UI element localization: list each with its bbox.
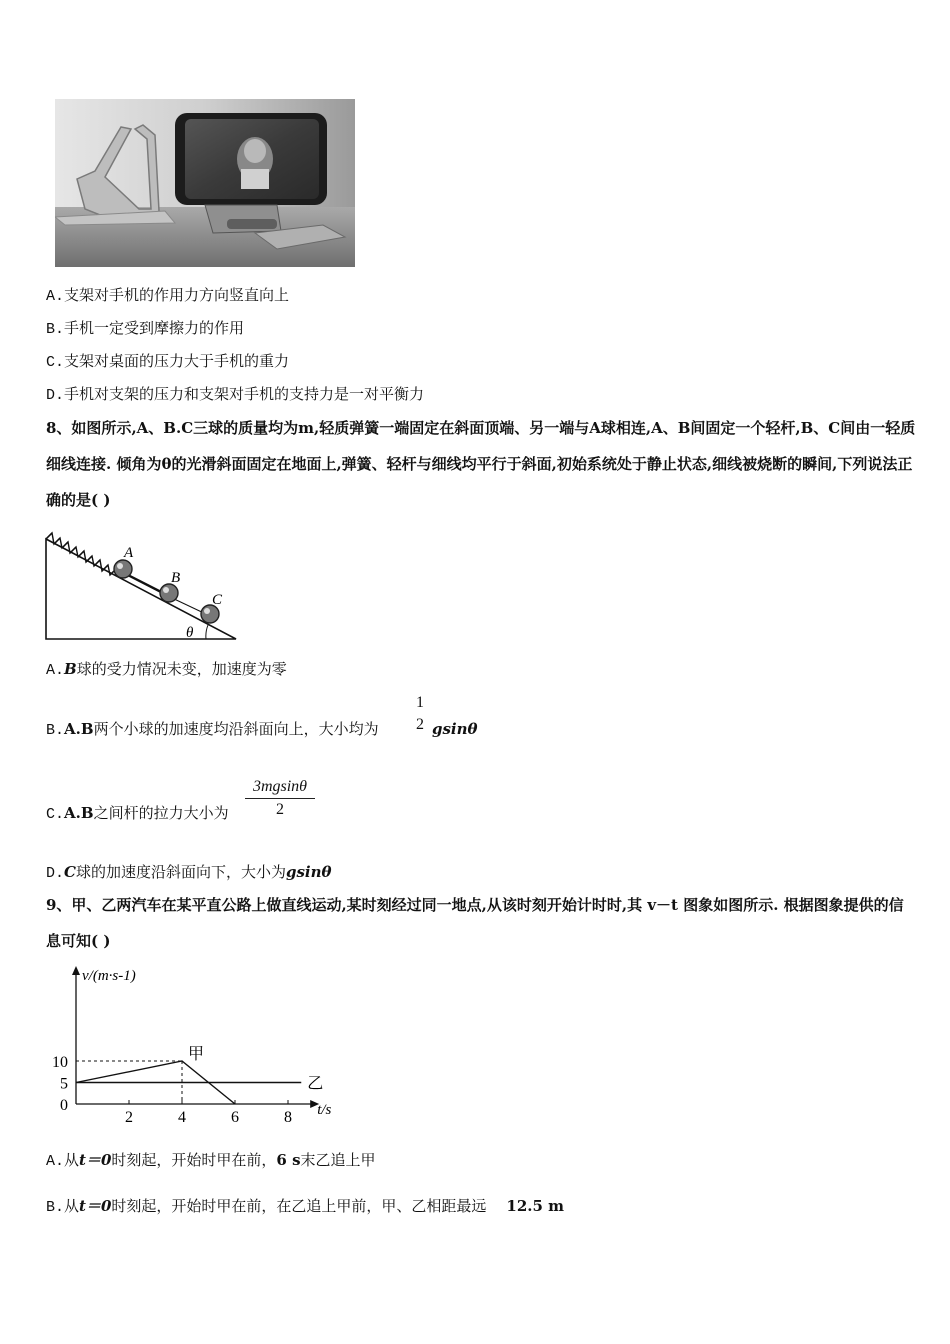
- series-label-yi: 乙: [307, 1075, 324, 1093]
- option-text: 支架对桌面的压力大于手机的重力: [64, 352, 290, 370]
- q8-option-b-tail: gsinθ: [432, 720, 478, 738]
- q9-option-b: [46, 1196, 564, 1218]
- y-axis-arrow: [72, 966, 80, 975]
- option-var: A.B: [64, 720, 94, 738]
- option-text: 支架对手机的作用力方向竖直向上: [64, 286, 290, 304]
- x-tick-label: 6: [231, 1109, 239, 1126]
- fraction-denominator: 2: [245, 798, 315, 821]
- phone-stand-photo: [55, 99, 355, 267]
- option-cond: t＝0: [79, 1197, 112, 1215]
- y-tick-label: 0: [60, 1097, 68, 1114]
- q8-stem: 8、如图所示,A、B.C三球的质量均为m,轻质弹簧一端固定在斜面顶端、另一端与A球相连,A、B间固定一个轻杆,B、C间由一轻质细线连接. 倾角为θ的光滑斜面固定在地面上,弹簧、轻杆与细线均平行于斜面,初始系统处于静止状态,细线被烧断的瞬间,下列说法正确的是( ): [46, 419, 916, 509]
- q8-option-a: [46, 659, 287, 681]
- y-axis-label: v/(m·s-1): [82, 968, 136, 984]
- q8-option-d: [46, 862, 332, 884]
- x-axis-label: t/s: [317, 1102, 332, 1118]
- q9-stem: 9、甲、乙两汽车在某平直公路上做直线运动,某时刻经过同一地点,从该时刻开始计时时,其 v－t 图象如图所示. 根据图象提供的信息可知( ): [46, 896, 904, 950]
- x-tick-label: 8: [284, 1109, 292, 1126]
- option-label: B.: [46, 722, 65, 739]
- fraction-half: [412, 692, 428, 736]
- option-text: 从: [64, 1151, 80, 1169]
- ball-b: [160, 584, 178, 602]
- q8-option-b: [46, 719, 379, 741]
- option-var: A.B: [64, 804, 94, 822]
- x-tick-label: 4: [178, 1109, 186, 1126]
- option-tail: gsinθ: [285, 863, 332, 881]
- ball-a: [114, 560, 132, 578]
- series-label-jia: 甲: [188, 1046, 205, 1063]
- fraction-tension: [245, 776, 315, 821]
- option-var: C: [64, 863, 76, 881]
- option-text: 从: [64, 1197, 80, 1215]
- vt-chart: [40, 960, 350, 1130]
- option-cond: t＝0: [79, 1151, 112, 1169]
- q7-option-a: [46, 285, 289, 307]
- q7-option-b: [46, 318, 244, 340]
- option-value: 6 s: [276, 1151, 301, 1169]
- option-label: A.: [46, 1153, 65, 1170]
- option-var: B: [64, 660, 77, 678]
- x-tick-label: 2: [125, 1109, 133, 1126]
- incline-figure: [40, 525, 240, 645]
- option-text: 时刻起，开始时甲在前，在乙追上甲前，甲、乙相距最远: [111, 1197, 487, 1215]
- q7-option-d: [46, 384, 424, 406]
- label-theta: θ: [186, 625, 194, 641]
- option-text: 球的加速度沿斜面向下，大小为: [75, 863, 286, 881]
- option-value: 12.5 m: [506, 1197, 565, 1215]
- fraction-denominator: 2: [416, 716, 424, 733]
- option-label: D.: [46, 865, 65, 882]
- option-label: A.: [46, 288, 65, 305]
- label-a: A: [124, 545, 134, 561]
- fraction-numerator: 3mgsinθ: [252, 778, 308, 795]
- option-label: D.: [46, 387, 65, 404]
- option-label: C.: [46, 354, 65, 371]
- option-text: 球的受力情况未变，加速度为零: [76, 660, 287, 678]
- option-text: 之间杆的拉力大小为: [93, 804, 229, 822]
- option-text: 两个小球的加速度均沿斜面向上，大小均为: [93, 720, 379, 738]
- option-text: 末乙追上甲: [300, 1151, 376, 1169]
- y-tick-label: 5: [60, 1075, 68, 1093]
- option-label: C.: [46, 806, 65, 823]
- q7-option-c: [46, 351, 289, 373]
- label-b: B: [171, 570, 181, 586]
- q8-option-c: [46, 803, 229, 825]
- option-label: B.: [46, 1199, 65, 1216]
- q9-option-a: [46, 1150, 376, 1172]
- option-label: B.: [46, 321, 65, 338]
- option-text: 时刻起，开始时甲在前，: [111, 1151, 277, 1169]
- option-label: A.: [46, 662, 65, 679]
- option-text: 手机一定受到摩擦力的作用: [64, 319, 245, 337]
- y-tick-label: 10: [52, 1054, 68, 1071]
- label-c: C: [212, 592, 223, 608]
- option-text: 手机对支架的压力和支架对手机的支持力是一对平衡力: [64, 385, 425, 403]
- fraction-numerator: 1: [416, 694, 424, 711]
